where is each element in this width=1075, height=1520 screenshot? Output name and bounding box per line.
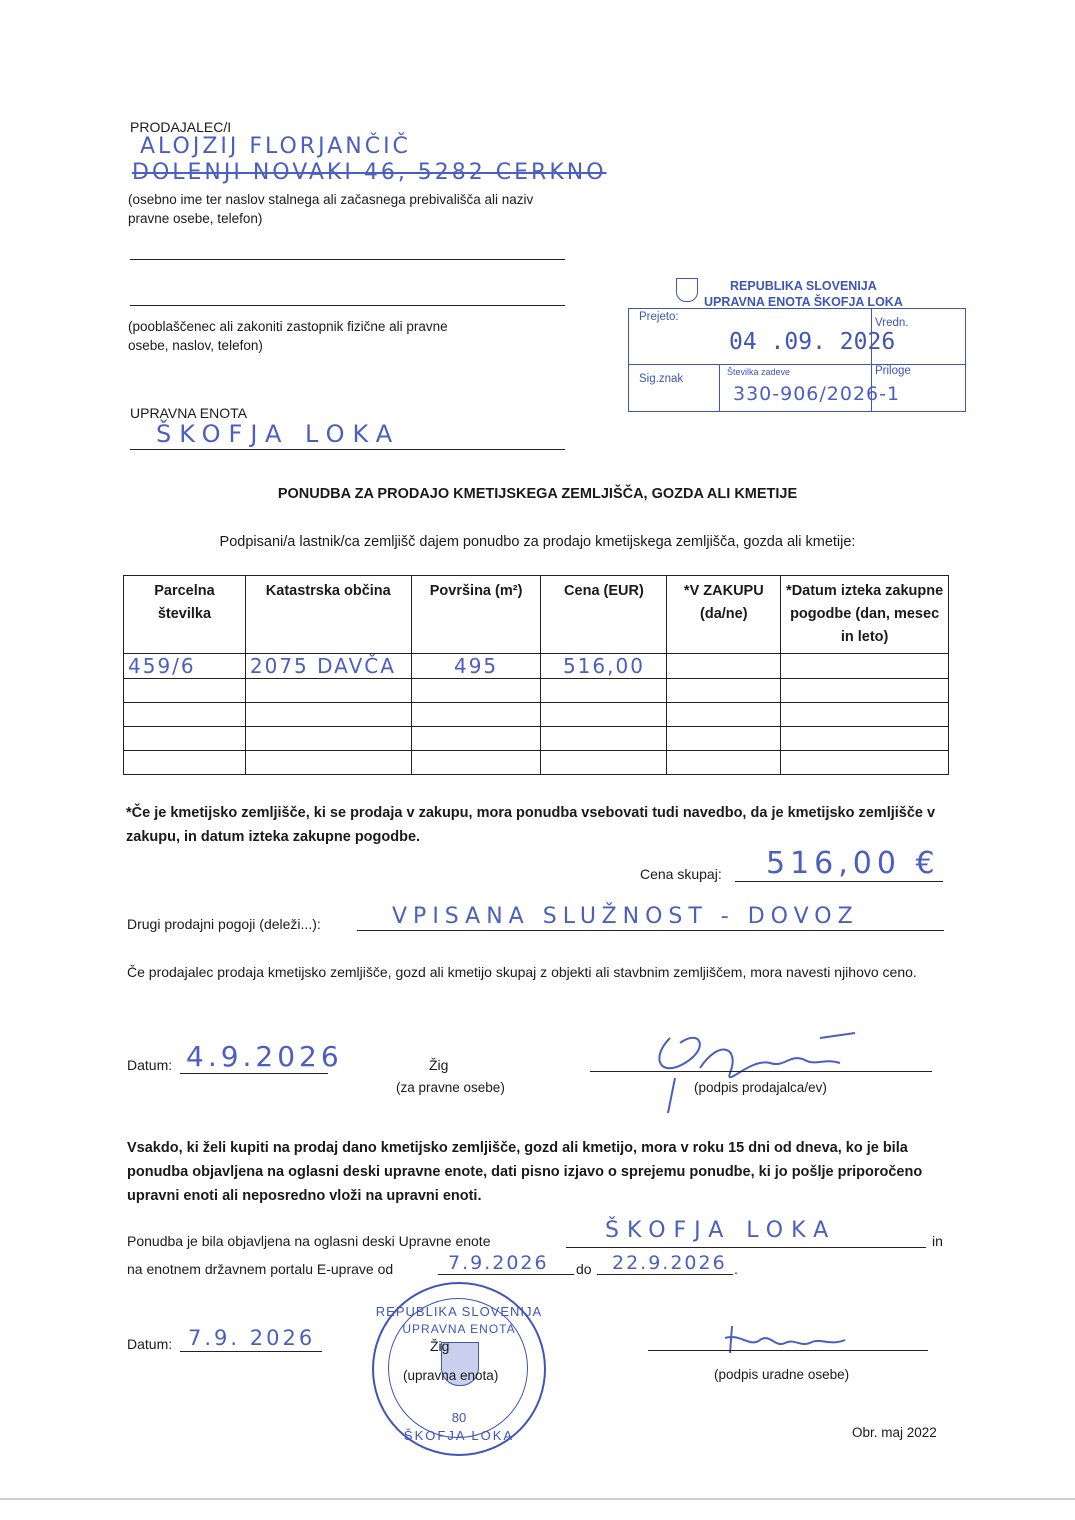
table-row bbox=[124, 703, 949, 727]
attachments-label: Priloge bbox=[875, 365, 911, 377]
table-cell bbox=[541, 751, 667, 775]
other-terms-line bbox=[357, 930, 944, 931]
seller-signature-line bbox=[590, 1071, 932, 1072]
objects-note: Če prodajalec prodaja kmetijsko zemljišče, gozd ali kmetijo skupaj z objekti ali stavbnim zemljiščem, mora navesti njihovo ceno. bbox=[127, 964, 917, 980]
table-cell bbox=[541, 727, 667, 751]
office-signature-note: (podpis uradne osebe) bbox=[714, 1367, 850, 1382]
received-label: Prejeto: bbox=[639, 311, 679, 323]
purchase-notice: Vsakdo, ki želi kupiti na prodaj dano kmetijsko zemljišče, gozd ali kmetijo, mora v roku 15 dni od dneva, ko je bila ponudba objavljena na oglasni deski upravne enote, dati pisno izjavo o sprejemu ponudbe, ki jo pošlje priporočeno upravni enoti ali neposredno vloži na upravni enoti. bbox=[127, 1140, 923, 1204]
intro-text: Podpisani/a lastnik/ca zemljišč dajem ponudbo za prodajo kmetijskega zemljišča, gozda ali kmetije: bbox=[219, 534, 856, 550]
col-leased: *V ZAKUPU (da/ne) bbox=[667, 576, 781, 654]
table-cell: 495 bbox=[411, 654, 541, 679]
file-number-handwritten: 330-906/2026-1 bbox=[733, 383, 901, 405]
value-label: Vredn. bbox=[875, 317, 909, 329]
seller-name-handwritten: ALOJZIJ FLORJANČIČ bbox=[140, 134, 411, 159]
seller-signature-note: (podpis prodajalca/ev) bbox=[694, 1080, 827, 1095]
table-cell bbox=[667, 679, 781, 703]
office-date-line bbox=[180, 1351, 322, 1352]
table-cell bbox=[245, 751, 411, 775]
office-date-label: Datum: bbox=[127, 1336, 173, 1352]
total-value-handwritten: 516,00 € bbox=[766, 846, 940, 881]
total-label: Cena skupaj: bbox=[640, 866, 722, 882]
table-cell bbox=[411, 679, 541, 703]
table-cell bbox=[245, 679, 411, 703]
table-cell bbox=[781, 703, 949, 727]
office-seal-label: Žig bbox=[430, 1338, 450, 1354]
table-cell bbox=[411, 751, 541, 775]
table-cell bbox=[124, 727, 246, 751]
coat-of-arms-icon bbox=[676, 278, 698, 302]
publication-text2: na enotnem državnem portalu E-uprave od bbox=[127, 1261, 394, 1277]
admin-unit-handwritten: ŠKOFJA LOKA bbox=[156, 420, 401, 448]
table-cell bbox=[781, 751, 949, 775]
seller-date-line bbox=[180, 1073, 328, 1074]
table-cell bbox=[541, 703, 667, 727]
table-cell bbox=[124, 751, 246, 775]
lease-note: *Če je kmetijsko zemljišče, ki se prodaja v zakupu, mora ponudba vsebovati tudi navedbo, da je kmetijsko zemljišče v zakupu, in datum izteka zakupne pogodbe. bbox=[126, 805, 936, 845]
blank-line bbox=[130, 259, 565, 260]
seller-date-handwritten: 4.9.2026 bbox=[186, 1040, 343, 1073]
seller-address-handwritten: DOLENJI NOVAKI 46, 5282 CERKNO bbox=[132, 160, 607, 185]
received-stamp bbox=[628, 308, 966, 412]
table-row bbox=[124, 727, 949, 751]
table-cell bbox=[124, 703, 246, 727]
table-cell bbox=[667, 654, 781, 679]
table-row bbox=[124, 654, 949, 679]
seller-signature bbox=[640, 1018, 870, 1118]
table-cell bbox=[667, 727, 781, 751]
seller-date-label: Datum: bbox=[127, 1057, 173, 1073]
seal-top-text: REPUBLIKA SLOVENIJA bbox=[375, 1304, 543, 1319]
col-cadastral-municipality: Katastrska občina bbox=[245, 576, 411, 654]
publication-unit-handwritten: ŠKOFJA LOKA bbox=[605, 1218, 837, 1243]
office-date-handwritten: 7.9. 2026 bbox=[188, 1326, 316, 1350]
table-row bbox=[124, 679, 949, 703]
seal-bottom-text: ŠKOFJA LOKA bbox=[403, 1428, 515, 1443]
col-price: Cena (EUR) bbox=[541, 576, 667, 654]
publication-to-handwritten: 22.9.2026 bbox=[612, 1252, 727, 1274]
seal-number: 80 bbox=[451, 1410, 467, 1425]
seller-seal-note: (za pravne osebe) bbox=[396, 1080, 505, 1095]
table-cell bbox=[667, 751, 781, 775]
publication-text1: Ponudba je bila objavljena na oglasni deski Upravne enote bbox=[127, 1233, 491, 1249]
admin-unit-line bbox=[130, 449, 565, 450]
col-area: Površina (m²) bbox=[411, 576, 541, 654]
sig-label: Sig.znak bbox=[639, 373, 684, 385]
publication-to: do bbox=[576, 1261, 592, 1277]
representative-note: (pooblaščenec ali zakoniti zastopnik fizične ali pravne osebe, naslov, telefon) bbox=[128, 319, 448, 353]
page-edge bbox=[0, 1498, 1075, 1500]
publication-to-line bbox=[597, 1274, 733, 1275]
table-cell bbox=[541, 679, 667, 703]
blank-line bbox=[130, 305, 565, 306]
publication-from-line bbox=[438, 1274, 574, 1275]
other-terms-handwritten: VPISANA SLUŽNOST - DOVOZ bbox=[392, 904, 859, 929]
publication-in: in bbox=[932, 1233, 943, 1249]
admin-unit-heading: UPRAVNA ENOTA bbox=[130, 405, 247, 421]
table-cell bbox=[411, 727, 541, 751]
office-signature bbox=[720, 1318, 860, 1368]
table-header-row bbox=[124, 576, 949, 654]
page-title: PONUDBA ZA PRODAJO KMETIJSKEGA ZEMLJIŠČA, GOZDA ALI KMETIJE bbox=[277, 486, 798, 502]
table-cell: 459/6 bbox=[124, 654, 246, 679]
stamp-line2: UPRAVNA ENOTA ŠKOFJA LOKA bbox=[704, 295, 903, 309]
table-cell bbox=[667, 703, 781, 727]
table-cell bbox=[781, 727, 949, 751]
office-signature-line bbox=[648, 1350, 928, 1351]
total-line bbox=[735, 881, 943, 882]
table-cell bbox=[124, 679, 246, 703]
parcel-table bbox=[123, 575, 949, 775]
file-number-label: Številka zadeve bbox=[727, 367, 791, 377]
form-code: Obr. maj 2022 bbox=[852, 1425, 937, 1440]
office-seal-note: (upravna enota) bbox=[403, 1368, 499, 1383]
table-cell bbox=[411, 703, 541, 727]
seller-heading: PRODAJALEC/I bbox=[130, 119, 232, 135]
other-terms-label: Drugi prodajni pogoji (deleži...): bbox=[127, 916, 321, 932]
stamp-line1: REPUBLIKA SLOVENIJA bbox=[730, 279, 877, 293]
publication-from-handwritten: 7.9.2026 bbox=[448, 1252, 549, 1274]
table-cell: 2075 DAVČA bbox=[245, 654, 411, 679]
table-cell bbox=[781, 679, 949, 703]
col-parcel-number: Parcelna številka bbox=[124, 576, 246, 654]
seal-middle-text: UPRAVNA ENOTA bbox=[402, 1322, 516, 1336]
seller-note: (osebno ime ter naslov stalnega ali začasnega prebivališča ali naziv pravne osebe, telefon) bbox=[128, 192, 534, 226]
table-cell bbox=[245, 727, 411, 751]
table-cell bbox=[245, 703, 411, 727]
publication-end: . bbox=[734, 1261, 738, 1277]
table-row bbox=[124, 751, 949, 775]
table-cell bbox=[781, 654, 949, 679]
table-cell: 516,00 bbox=[541, 654, 667, 679]
col-lease-expiry: *Datum izteka zakupne pogodbe (dan, mesec in leto) bbox=[781, 576, 949, 654]
seller-seal-label: Žig bbox=[429, 1057, 449, 1073]
publication-unit-line bbox=[566, 1247, 926, 1248]
received-date: 04 .09. 2026 bbox=[729, 329, 896, 355]
